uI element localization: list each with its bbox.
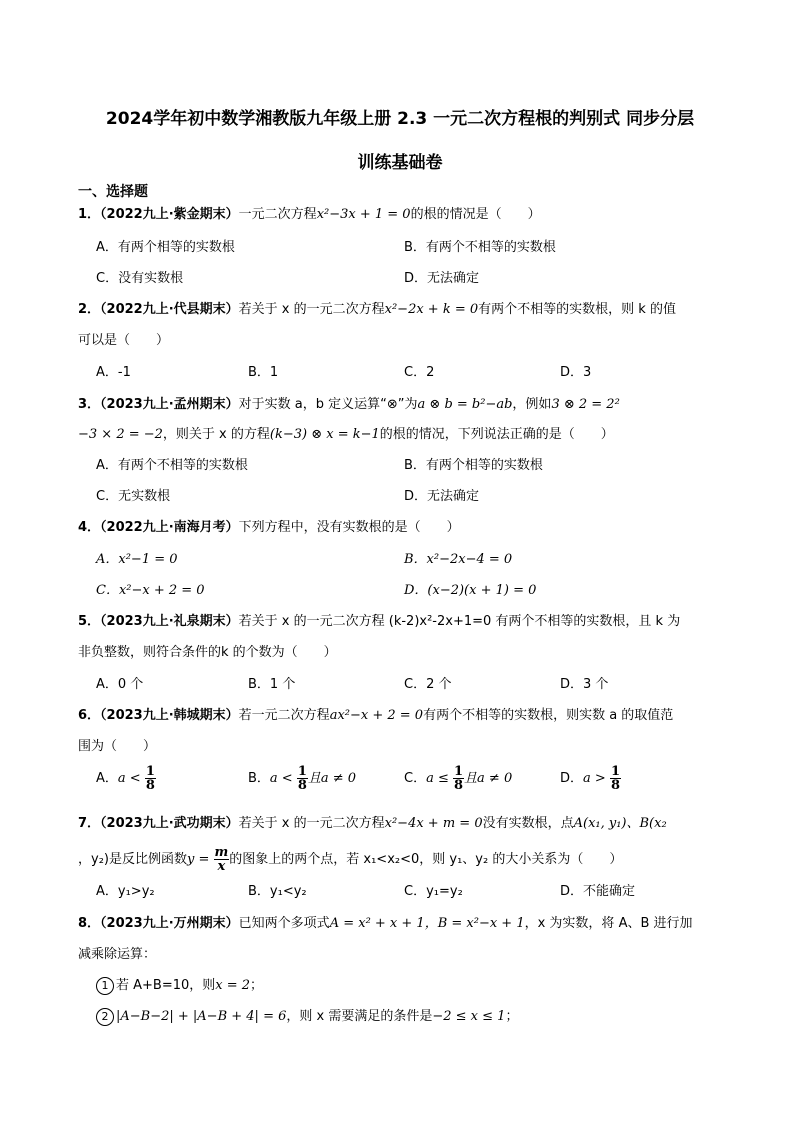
option-a: A．有两个不相等的实数根 [96,458,248,473]
question-text: 下列方程中，没有实数根的是（ ） [238,520,460,535]
option-a: A．-1 [96,365,131,380]
question-text: 没有实数根，点 [482,816,574,831]
option-d [560,765,621,792]
option-c: C．2 个 [404,677,452,692]
option-d: D．3 [560,365,592,380]
statement-text: 若 A+B=10，则 [116,978,216,993]
equation: |A−B−2| + |A−B + 4| = 6 [116,1009,287,1024]
option-letter: C． [404,771,427,786]
fraction-numerator: 1 [454,764,464,779]
option-d: D．(x−2)(x + 1) = 0 [404,583,537,598]
question-text: ，则关于 x 的方程 [162,427,270,442]
fraction [214,846,230,873]
condition: 且a ≠ 0 [464,771,513,786]
option-d: D．无法确定 [404,489,480,504]
question-text: ，y₂)是反比例函数 [78,852,187,867]
option-c: C．y₁=y₂ [404,884,463,899]
fraction-denominator: 8 [297,778,307,793]
question-1 [78,206,541,224]
option-d: D．不能确定 [560,884,636,899]
fraction-numerator: 1 [610,764,620,779]
question-text: 若关于 x 的一元二次方程 [238,302,385,317]
option-b: B．x²−2x−4 = 0 [404,552,513,567]
equation: a ⊗ b = b²−ab [417,397,513,412]
question-source: （2022九上·紫金期末） [100,207,239,222]
question-text: 若关于 x 的一元二次方程 [238,816,385,831]
equation: x = 2 [215,978,251,993]
equation: ax²−x + 2 = 0 [329,708,424,723]
question-3 [78,396,620,414]
option-c [404,765,512,792]
fraction-denominator: 8 [610,778,620,793]
fraction [145,765,156,792]
option-a: A．y₁>y₂ [96,884,155,899]
option-c: C．无实数根 [96,489,171,504]
option-letter: D． [560,771,584,786]
fraction-numerator: m [214,845,229,860]
equation: A = x² + x + 1，B = x²−x + 1 [329,916,525,931]
fraction [610,765,621,792]
fraction-numerator: 1 [297,764,307,779]
statement-text: ； [505,1009,519,1024]
question-text: 对于实数 a，b 定义运算“⊗”为 [238,397,418,412]
section-heading: 一、选择题 [78,184,148,200]
question-5 [78,613,680,631]
fraction [453,765,464,792]
question-source: （2023九上·韩城期末） [100,708,239,723]
fraction-denominator: 8 [145,778,155,793]
fraction [297,765,308,792]
statement-text: ； [250,978,264,993]
option-b: B．y₁<y₂ [248,884,307,899]
question-number: 4． [78,520,101,535]
option-c: C．x²−x + 2 = 0 [96,583,205,598]
question-7 [78,815,667,833]
equation: (k−3) ⊗ x = k−1 [269,427,380,442]
option-d: D．无法确定 [404,271,480,286]
question-8 [78,915,693,933]
circled-number: 2 [96,1008,114,1026]
question-2-line2: 可以是（ ） [78,333,170,348]
question-4 [78,519,460,537]
option-d: D．3 个 [560,677,609,692]
question-text: 若一元二次方程 [238,708,330,723]
option-letter: A． [96,771,118,786]
question-text: 有两个不相等的实数根，则实数 a 的取值范 [423,708,674,723]
option-a [96,765,156,792]
question-3-line2 [78,426,614,444]
statement-text: ，则 x 需要满足的条件是 [286,1009,433,1024]
question-number: 1． [78,207,101,222]
circled-number: 1 [96,977,114,995]
question-source: （2023九上·礼泉期末） [100,614,239,629]
doc-title-line2: 训练基础卷 [357,153,443,173]
question-number: 2． [78,302,101,317]
points: A(x₁, y₁)、B(x₂ [573,816,667,831]
question-text: 若关于 x 的一元二次方程 (k-2)x²-2x+1=0 有两个不相等的实数根，且 k 为 [238,614,681,629]
equation: x²−2x + k = 0 [384,302,479,317]
question-8-line2: 减乘除运算： [78,947,157,962]
equation: x²−3x + 1 = 0 [316,207,411,222]
question-2 [78,301,676,319]
question-6 [78,707,673,725]
option-b: B．有两个不相等的实数根 [404,240,556,255]
statement-2 [96,1008,518,1026]
option-a: A．0 个 [96,677,144,692]
question-number: 5． [78,614,101,629]
question-number: 8． [78,916,101,931]
question-6-line2: 围为（ ） [78,739,157,754]
condition: 且a ≠ 0 [307,771,357,786]
option-b [248,765,356,792]
inequality: −2 ≤ x ≤ 1 [432,1009,506,1024]
equation: x²−4x + m = 0 [384,816,483,831]
option-a: A．有两个相等的实数根 [96,240,235,255]
inequality: a ≤ [426,771,449,786]
statement-1 [96,977,263,995]
option-b: B．1 个 [248,677,296,692]
question-text: 的根的情况是（ ） [410,207,541,222]
question-text: 一元二次方程 [238,207,317,222]
function: y = [186,852,210,867]
equation: 3 ⊗ 2 = 2² [551,397,620,412]
inequality: a > [583,771,606,786]
fraction-denominator: x [217,859,226,874]
option-b: B．1 [248,365,279,380]
option-letter: B． [248,771,270,786]
question-number: 3． [78,397,101,412]
question-text: ，x 为实数，将 A、B 进行加 [524,916,693,931]
inequality: a < [117,771,141,786]
question-text: 的根的情况，下列说法正确的是（ ） [379,427,614,442]
question-text: 的图象上的两个点，若 x₁<x₂<0，则 y₁、y₂ 的大小关系为（ ） [229,852,623,867]
question-source: （2023九上·万州期末） [100,916,239,931]
doc-title-line1: 2024学年初中数学湘教版九年级上册 2.3 一元二次方程根的判别式 同步分层 [105,109,695,129]
fraction-numerator: 1 [145,764,155,779]
option-a: A．x²−1 = 0 [96,552,178,567]
question-text: ，例如 [512,397,552,412]
option-c: C．没有实数根 [96,271,184,286]
option-c: C．2 [404,365,435,380]
question-source: （2022九上·南海月考） [100,520,239,535]
inequality: a < [269,771,293,786]
question-number: 7． [78,816,101,831]
question-text: 有两个不相等的实数根，则 k 的值 [478,302,676,317]
fraction-denominator: 8 [454,778,464,793]
option-b: B．有两个相等的实数根 [404,458,543,473]
question-source: （2023九上·孟州期末） [100,397,239,412]
equation: −3 × 2 = −2 [78,427,163,442]
question-7-line2 [78,846,622,873]
question-source: （2023九上·武功期末） [100,816,239,831]
question-text: 已知两个多项式 [238,916,330,931]
question-number: 6． [78,708,101,723]
question-5-line2: 非负整数，则符合条件的k 的个数为（ ） [78,645,337,660]
question-source: （2022九上·代县期末） [100,302,239,317]
